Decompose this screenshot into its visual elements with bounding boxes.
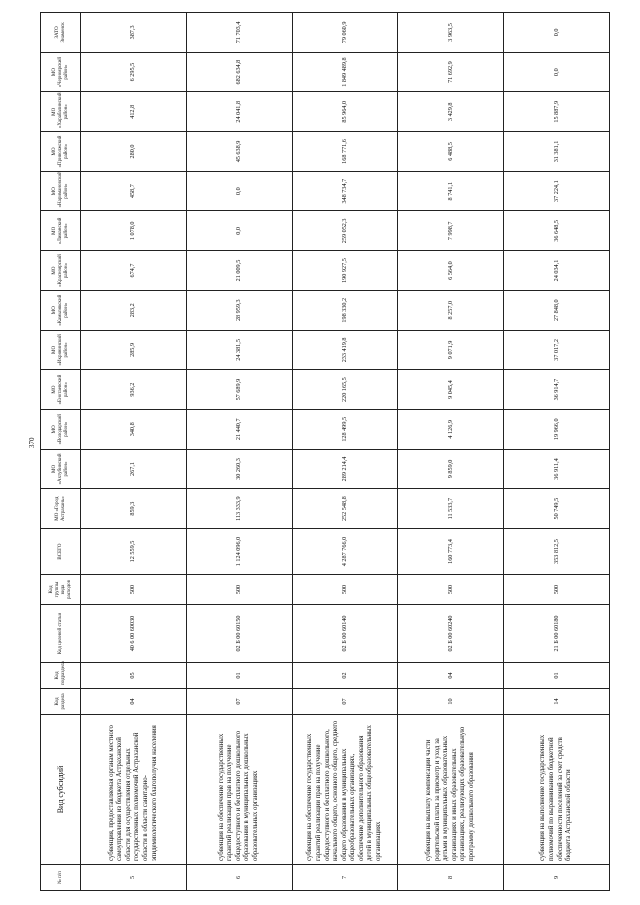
cell-section: 14 (504, 689, 610, 715)
table-header-row (41, 13, 81, 891)
subsidy-table (40, 12, 610, 891)
table-row (292, 13, 398, 891)
cell-mo-value: 36 648,5 (504, 211, 610, 251)
cell-mo-value: 24 041,8 (186, 92, 292, 132)
cell-target: 02 Б 00 60140 (292, 605, 398, 663)
cell-mo-value: 289 214,4 (292, 449, 398, 489)
cell-section: 07 (292, 689, 398, 715)
cell-num: 6 (186, 865, 292, 891)
header-mo: МО «Икрянинский район» (41, 330, 81, 370)
cell-mo-value: 28 959,3 (186, 290, 292, 330)
header-subsection: Код подраздела (41, 663, 81, 689)
header-num: № п/п (41, 865, 81, 891)
cell-total: 1 124 096,0 (186, 529, 292, 575)
header-mo: ЗАТО Знаменск (41, 13, 81, 53)
cell-section: 10 (398, 689, 504, 715)
table-body (81, 13, 610, 891)
cell-mo-value: 412,8 (81, 92, 187, 132)
header-mo: МО «Приволжский район» (41, 132, 81, 172)
cell-num: 7 (292, 865, 398, 891)
cell-mo-value: 6 564,0 (398, 251, 504, 291)
cell-mo-value: 674,7 (81, 251, 187, 291)
cell-mo-value: 113 333,9 (186, 489, 292, 529)
cell-mo-value: 1 849 489,8 (292, 52, 398, 92)
table-row (186, 13, 292, 891)
cell-subsection: 01 (504, 663, 610, 689)
cell-total: 4 287 766,0 (292, 529, 398, 575)
cell-mo-value: 6 295,5 (81, 52, 187, 92)
header-target: Код целевой статьи (41, 605, 81, 663)
cell-subsection: 04 (398, 663, 504, 689)
cell-mo-value: 36 911,4 (504, 449, 610, 489)
cell-mo-value: 283,2 (81, 290, 187, 330)
cell-desc: субвенция на выплату компенсации части родительской платы за присмотр и уход за детьми в муниципальных образовательных организациях и иных образовательных организациях, реализующих образовательную программу дошкольного образования (398, 715, 504, 865)
cell-desc: субвенция, предоставляемая органам местного самоуправления из бюджета Астраханской области для осуществления отдельных государственных полномочий Астраханской области в области санитарно-эпидемиологического благополучия населения (81, 715, 187, 865)
cell-mo-value: 37 017,2 (504, 330, 610, 370)
cell-mo-value: 259 052,3 (292, 211, 398, 251)
cell-mo-value: 340,8 (81, 409, 187, 449)
cell-mo-value: 198 330,2 (292, 290, 398, 330)
cell-mo-value: 9 071,9 (398, 330, 504, 370)
cell-target: 02 Б 00 60150 (186, 605, 292, 663)
cell-mo-value: 280,0 (81, 132, 187, 172)
cell-mo-value: 9 859,0 (398, 449, 504, 489)
cell-mo-value: 8 257,0 (398, 290, 504, 330)
cell-expense: 500 (398, 575, 504, 605)
cell-section: 07 (186, 689, 292, 715)
cell-mo-value: 36 914,7 (504, 370, 610, 410)
cell-total: 12 559,5 (81, 529, 187, 575)
header-type: Вид субсидий (41, 715, 81, 865)
cell-desc: субвенция на обеспечение государственных гарантий реализации прав на получение общедоступного и бесплатного дошкольного образования в муниципальных дошкольных образовательных организациях (186, 715, 292, 865)
cell-mo-value: 79 060,9 (292, 13, 398, 53)
cell-mo-value: 15 887,9 (504, 92, 610, 132)
cell-mo-value: 387,3 (81, 13, 187, 53)
cell-mo-value: 0,0 (186, 171, 292, 211)
header-mo: МО «Красноярский район» (41, 251, 81, 291)
cell-mo-value: 0,0 (186, 211, 292, 251)
cell-mo-value: 233 419,8 (292, 330, 398, 370)
cell-mo-value: 45 638,9 (186, 132, 292, 172)
cell-mo-value: 57 689,9 (186, 370, 292, 410)
cell-mo-value: 348 734,7 (292, 171, 398, 211)
cell-mo-value: 0,0 (504, 52, 610, 92)
header-mo: МО «Енотаевский район» (41, 370, 81, 410)
cell-mo-value: 19 966,0 (504, 409, 610, 449)
cell-mo-value: 190 927,5 (292, 251, 398, 291)
cell-mo-value: 21 009,5 (186, 251, 292, 291)
cell-mo-value: 31 381,1 (504, 132, 610, 172)
cell-mo-value: 6 488,5 (398, 132, 504, 172)
table-row (398, 13, 504, 891)
cell-mo-value: 71 692,9 (398, 52, 504, 92)
cell-mo-value: 168 771,6 (292, 132, 398, 172)
header-mo: МО «Наримановский район» (41, 171, 81, 211)
cell-target: 02 Б 00 60240 (398, 605, 504, 663)
header-mo: МО «Черноярский район» (41, 52, 81, 92)
table-row (81, 13, 187, 891)
cell-mo-value: 128 499,5 (292, 409, 398, 449)
cell-target: 40 6 00 60030 (81, 605, 187, 663)
cell-expense: 500 (186, 575, 292, 605)
cell-subsection: 01 (186, 663, 292, 689)
cell-mo-value: 4 126,9 (398, 409, 504, 449)
cell-mo-value: 71 703,4 (186, 13, 292, 53)
cell-mo-value: 30 260,3 (186, 449, 292, 489)
subsidy-table-rotated (40, 13, 610, 891)
header-mo: МО «Лиманский район» (41, 211, 81, 251)
cell-mo-value: 936,2 (81, 370, 187, 410)
cell-mo-value: 252 548,8 (292, 489, 398, 529)
cell-mo-value: 3 963,5 (398, 13, 504, 53)
cell-mo-value: 859,3 (81, 489, 187, 529)
cell-mo-value: 1 078,0 (81, 211, 187, 251)
cell-total: 160 773,4 (398, 529, 504, 575)
cell-expense: 500 (292, 575, 398, 605)
cell-mo-value: 24 034,1 (504, 251, 610, 291)
cell-total: 353 812,5 (504, 529, 610, 575)
cell-mo-value: 24 381,5 (186, 330, 292, 370)
cell-subsection: 02 (292, 663, 398, 689)
header-total: ВСЕГО (41, 529, 81, 575)
cell-mo-value: 0,0 (504, 13, 610, 53)
cell-section: 04 (81, 689, 187, 715)
header-mo: МО «Харабалинский район» (41, 92, 81, 132)
header-section: Код раздела (41, 689, 81, 715)
header-expense: Код группы вида расходов (41, 575, 81, 605)
cell-num: 9 (504, 865, 610, 891)
cell-subsection: 05 (81, 663, 187, 689)
cell-mo-value: 37 224,1 (504, 171, 610, 211)
cell-mo-value: 11 533,7 (398, 489, 504, 529)
cell-mo-value: 85 964,0 (292, 92, 398, 132)
cell-num: 8 (398, 865, 504, 891)
cell-mo-value: 3 429,8 (398, 92, 504, 132)
cell-mo-value: 50 749,5 (504, 489, 610, 529)
cell-mo-value: 21 440,7 (186, 409, 292, 449)
cell-target: 21 Б 00 60180 (504, 605, 610, 663)
header-mo: МО «Камызякский район» (41, 290, 81, 330)
cell-mo-value: 7 998,7 (398, 211, 504, 251)
header-mo: МО «Город Астрахань» (41, 489, 81, 529)
table-row (504, 13, 610, 891)
cell-mo-value: 9 045,4 (398, 370, 504, 410)
cell-mo-value: 682 634,8 (186, 52, 292, 92)
header-mo: МО «Володарский район» (41, 409, 81, 449)
cell-expense: 500 (81, 575, 187, 605)
cell-expense: 500 (504, 575, 610, 605)
header-mo: МО «Ахтубинский район» (41, 449, 81, 489)
cell-mo-value: 8 741,1 (398, 171, 504, 211)
cell-mo-value: 285,9 (81, 330, 187, 370)
cell-mo-value: 458,7 (81, 171, 187, 211)
cell-mo-value: 267,1 (81, 449, 187, 489)
cell-desc: субвенция на выполнение государственных полномочий по выравниванию бюджетной обеспеченности поселений за счет средств бюджета Астраханской области (504, 715, 610, 865)
cell-num: 5 (81, 865, 187, 891)
cell-mo-value: 27 848,0 (504, 290, 610, 330)
cell-desc: субвенция на обеспечение государственных гарантий реализации прав на получение общедоступного и бесплатного дошкольного, начального общего, основного общего, среднего общего образования в муниципальных общеобразовательных организациях, обеспечение дополнительного образования детей в муниципальных общеобразовательных организациях (292, 715, 398, 865)
page-number: 370 (28, 437, 36, 448)
cell-mo-value: 220 165,5 (292, 370, 398, 410)
